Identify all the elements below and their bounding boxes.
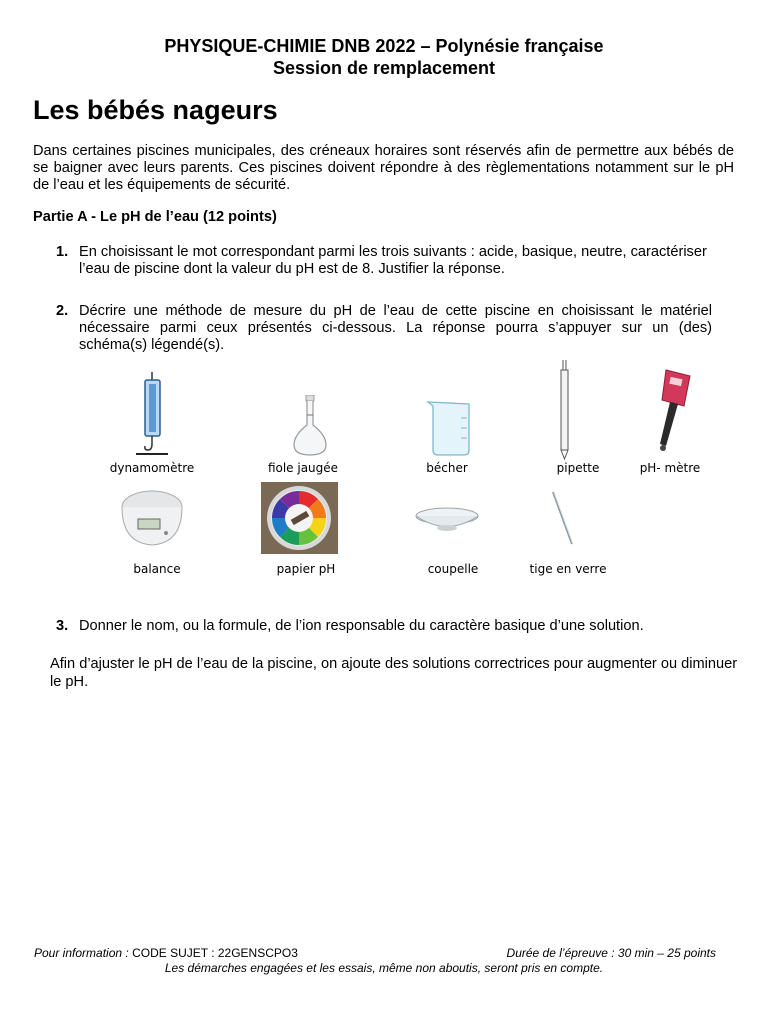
question-text: En choisissant le mot correspondant parmi les trois suivants : acide, basique, neutre, caractériser l’eau de piscine dont la valeur du pH est de 8. Justifier la réponse. [79,244,707,277]
coupelle-label: coupelle [427,562,479,576]
part-a-heading: Partie A - Le pH de l’eau (12 points) [33,209,277,225]
question-1 [56,244,712,278]
footer-code: CODE SUJET : 22GENSCPO3 [132,946,298,960]
tige-en-verre-image [550,490,576,546]
page-title: Les bébés nageurs [33,95,278,125]
footer-duration: Durée de l’épreuve : 30 min – 25 points [506,946,716,960]
tige-en-verre-label: tige en verre [529,562,607,576]
paragraph-correction: Afin d’ajuster le pH de l’eau de la piscine, on ajoute des solutions correctrices pour augmenter ou diminuer le pH. [50,656,738,690]
pipette-label: pipette [556,461,600,475]
footer-info [34,946,716,960]
footer-note: Les démarches engagées et les essais, même non aboutis, seront pris en compte. [164,961,604,975]
papier-ph-image [261,482,338,554]
papier-ph-label: papier pH [276,562,336,576]
balance-label: balance [133,562,181,576]
question-number: 3. [56,618,69,634]
header-title: PHYSIQUE-CHIMIE DNB 2022 – Polynésie française [164,36,604,56]
header-session: Session de remplacement [272,58,496,78]
dynamometre-image [128,372,178,457]
becher-label: bécher [426,461,468,475]
ph-metre-label: pH- mètre [639,461,701,475]
question-2 [56,303,712,354]
document-header [0,35,768,79]
question-text: Donner le nom, ou la formule, de l’ion responsable du caractère basique d’une solution. [79,618,644,634]
question-text: Décrire une méthode de mesure du pH de l’eau de cette piscine en choisissant le matériel nécessaire parmi ceux présentés ci-dessous. La réponse pourra s’appuyer sur un (des) schéma(s) légendé(s). [79,303,712,353]
coupelle-image [414,503,480,533]
ph-metre-image [650,368,694,456]
question-number: 2. [56,303,69,319]
question-3 [56,618,712,635]
dynamometre-label: dynamomètre [109,461,195,475]
intro-paragraph: Dans certaines piscines municipales, des créneaux horaires sont réservés afin de permettre aux bébés de se baigner avec leurs parents. Ces piscines doivent répondre à des règlementations notamment sur le pH de l’eau et les équipements de sécurité. [33,143,734,193]
becher-image [425,398,475,456]
fiole-jaugee-label: fiole jaugée [267,461,339,475]
question-number: 1. [56,244,69,260]
fiole-jaugee-image [290,395,330,457]
balance-image [116,485,188,551]
footer-info-label: Pour information : [34,946,129,960]
pipette-image [556,360,572,460]
